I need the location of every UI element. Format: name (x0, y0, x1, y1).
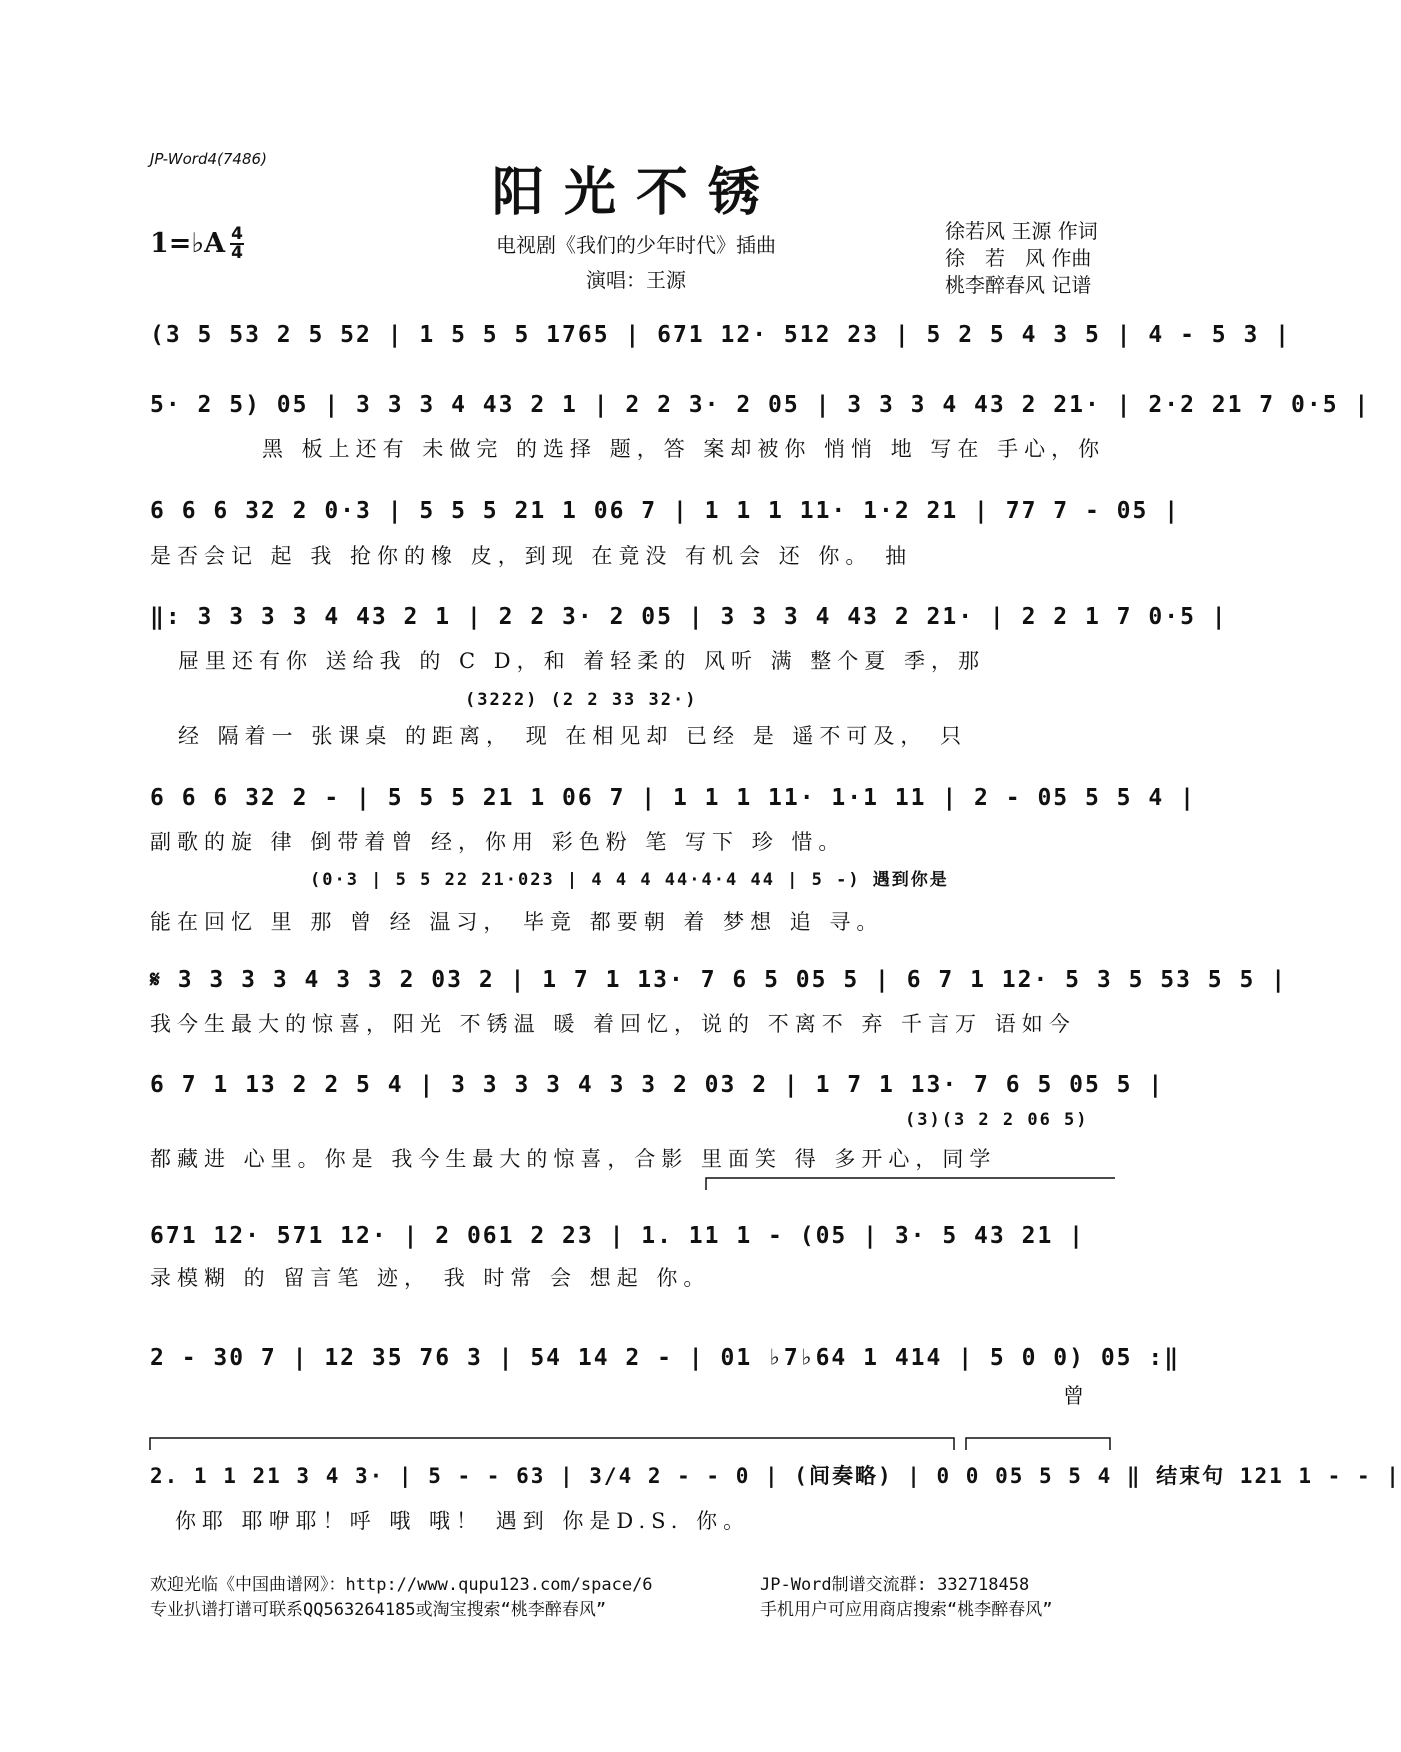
footer-website: 欢迎光临《中国曲谱网》：http://www.qupu123.com/space/6 (150, 1575, 653, 1595)
lyric-line-9: 曾 (1063, 1384, 1090, 1408)
lyric-line-6: 我今生最大的惊喜，阳光 不锈温 暖 着回忆，说的 不离不 弃 千言万 语如今 (150, 1012, 1076, 1036)
score-line-2: 5· 2 5) 05 | 3 3 3 4 43 2 1 | 2 2 3· 2 05 | 3 3 3 4 43 2 21· | 2·2 21 7 0·5 | (150, 392, 1371, 418)
lyric-line-4a: 屉里还有你 送给我 的 C D，和 着轻柔的 风听 满 整个夏 季，那 (178, 649, 985, 673)
score-line-6: 𝄋 3 3 3 3 4 3 3 2 03 2 | 1 7 1 13· 7 6 5 05 5 | 6 7 1 12· 5 3 5 53 5 5 | (150, 967, 1288, 993)
lyric-line-3: 是否会记 起 我 抢你的橡 皮，到现 在竟没 有机会 还 你。 抽 (150, 544, 913, 568)
transcriber-credit: 桃李醉春风 记谱 (945, 273, 1092, 297)
lyric-line-4b: 经 隔着一 张课桌 的距离， 现 在相见却 已经 是 遥不可及， 只 (178, 724, 968, 748)
score-line-7-variant: (3)(3 2 2 06 5) (905, 1110, 1089, 1130)
score-line-7: 6 7 1 13 2 2 5 4 | 3 3 3 3 4 3 3 2 03 2 | 1 7 1 13· 7 6 5 05 5 | (150, 1072, 1165, 1098)
lyric-line-5b: 能在回忆 里 那 曾 经 温习， 毕竟 都要朝 着 梦想 追 寻。 (150, 910, 884, 934)
singer: 演唱：王源 (586, 268, 686, 292)
software-watermark: JP-Word4(7486) (150, 150, 267, 168)
lyric-line-2: 黑 板上还有 未做完 的选择 题，答 案却被你 悄悄 地 写在 手心，你 (262, 437, 1106, 461)
subtitle: 电视剧《我们的少年时代》插曲 (496, 233, 776, 257)
lyricist-credit: 徐若风 王源 作词 (945, 219, 1098, 243)
score-line-8: 671 12· 571 12· | 2 061 2 23 | 1. 11 1 - (05 | 3· 5 43 21 | (150, 1223, 1085, 1249)
lyric-line-7: 都藏进 心里。你是 我今生最大的惊喜，合影 里面笑 得 多开心，同学 (150, 1147, 997, 1171)
key-signature: 1=♭A (150, 228, 226, 259)
footer-contact: 专业扒谱打谱可联系QQ563264185或淘宝搜索“桃李醉春风” (150, 1600, 607, 1620)
lyric-line-5a: 副歌的旋 律 倒带着曾 经，你用 彩色粉 笔 写下 珍 惜。 (150, 830, 846, 854)
song-title: 阳光不锈 (491, 162, 780, 223)
score-line-5: 6 6 6 32 2 - | 5 5 5 21 1 06 7 | 1 1 1 11· 1·1 11 | 2 - 05 5 5 4 | (150, 785, 1196, 811)
time-signature-top: 4 (231, 224, 243, 244)
composer-credit: 徐 若 风 作曲 (945, 246, 1092, 270)
footer-app: 手机用户可应用商店搜索“桃李醉春风” (760, 1600, 1053, 1620)
footer-group: JP-Word制谱交流群: 332718458 (760, 1575, 1030, 1595)
lyric-line-8: 录模糊 的 留言笔 迹， 我 时常 会 想起 你。 (150, 1266, 711, 1290)
score-line-9: 2 - 30 7 | 12 35 76 3 | 54 14 2 - | 01 ♭7♭64 1 414 | 5 0 0) 05 :‖ (150, 1345, 1181, 1371)
score-line-1: (3 5 53 2 5 52 | 1 5 5 5 1765 | 671 12· 512 23 | 5 2 5 4 3 5 | 4 - 5 3 | (150, 322, 1291, 348)
score-line-10: 2. 1 1 21 3 4 3· | 5 - - 63 | 3/4 2 - - 0 | (间奏略) | 0 0 05 5 5 4 ‖ 结束句 121 1 - - | (150, 1464, 1401, 1488)
time-signature-bottom: 4 (231, 243, 243, 263)
score-line-3: 6 6 6 32 2 0·3 | 5 5 5 21 1 06 7 | 1 1 1 11· 1·2 21 | 77 7 - 05 | (150, 498, 1181, 524)
score-line-4-variant: (3222) (2 2 33 32·) (465, 690, 698, 710)
score-line-4: ‖: 3 3 3 3 4 43 2 1 | 2 2 3· 2 05 | 3 3 3 4 43 2 21· | 2 2 1 7 0·5 | (150, 604, 1228, 630)
score-line-5-variant: (0·3 | 5 5 22 21·023 | 4 4 4 44·4·4 44 | 5 -) 遇到你是 (310, 870, 949, 890)
lyric-line-10: 你耶 耶咿耶！呼 哦 哦！ 遇到 你是D.S. 你。 (175, 1509, 751, 1533)
